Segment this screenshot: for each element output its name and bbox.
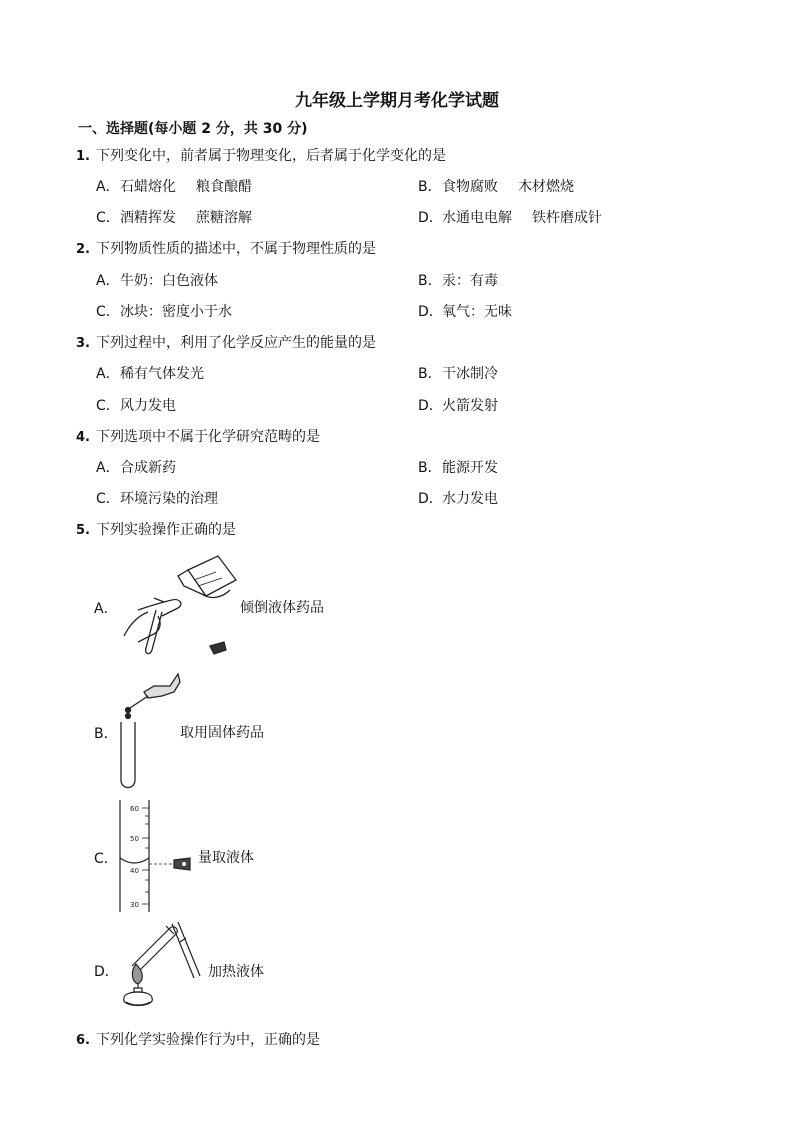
- pouring-liquid-illustration: [118, 550, 238, 660]
- question-5: [76, 519, 236, 539]
- q4-option-a[interactable]: A．合成新药: [96, 460, 176, 476]
- question-3: [76, 332, 376, 352]
- question-1: [76, 145, 446, 165]
- question-stem: 下列实验操作正确的是: [95, 522, 236, 538]
- q2-option-d[interactable]: D．氧气：无味: [418, 304, 512, 320]
- question-stem: 下列过程中，利用了化学反应产生的能量的是: [95, 335, 376, 351]
- q5-option-d-text: 加热液体: [208, 964, 264, 980]
- q2-option-c[interactable]: C．冰块：密度小于水: [96, 304, 232, 320]
- cylinder-tick-60: 60: [130, 805, 139, 813]
- q5-option-b-label[interactable]: B．: [94, 726, 118, 742]
- question-stem: 下列变化中，前者属于物理变化，后者属于化学变化的是: [95, 148, 446, 164]
- q3-option-c[interactable]: C．风力发电: [96, 398, 176, 414]
- q4-option-c[interactable]: C．环境污染的治理: [96, 491, 218, 507]
- page-title: 九年级上学期月考化学试题: [295, 91, 499, 111]
- question-number: 4.: [76, 430, 90, 445]
- measuring-cylinder-illustration: [118, 798, 208, 914]
- question-stem: 下列选项中不属于化学研究范畴的是: [95, 429, 320, 445]
- section-heading: 一、选择题(每小题 2 分，共 30 分): [78, 121, 308, 137]
- q5-option-c-text: 量取液体: [198, 850, 254, 866]
- q5-option-b-text: 取用固体药品: [180, 725, 264, 741]
- q1-option-a[interactable]: A．石蜡熔化 粮食酿醋: [96, 179, 252, 195]
- q4-option-d[interactable]: D．水力发电: [418, 491, 498, 507]
- question-number: 2.: [76, 242, 90, 257]
- question-number: 5.: [76, 523, 90, 538]
- q5-option-c-label[interactable]: C．: [94, 851, 118, 867]
- q5-option-a-label[interactable]: A．: [94, 601, 118, 617]
- q2-option-b[interactable]: B．汞：有毒: [418, 273, 498, 289]
- question-number: 3.: [76, 336, 90, 351]
- cylinder-tick-40: 40: [130, 867, 139, 875]
- question-number: 6.: [76, 1033, 90, 1048]
- cylinder-tick-50: 50: [130, 835, 139, 843]
- q4-option-b[interactable]: B．能源开发: [418, 460, 498, 476]
- q3-option-b[interactable]: B．干冰制冷: [418, 366, 498, 382]
- q1-option-d[interactable]: D．水通电电解 铁杵磨成针: [418, 210, 602, 226]
- q5-option-d-label[interactable]: D．: [94, 964, 119, 980]
- q1-option-b[interactable]: B．食物腐败 木材燃烧: [418, 179, 574, 195]
- q3-option-d[interactable]: D．火箭发射: [418, 398, 498, 414]
- question-4: [76, 426, 320, 446]
- question-6: [76, 1029, 320, 1049]
- question-stem: 下列化学实验操作行为中，正确的是: [95, 1032, 320, 1048]
- cylinder-tick-30: 30: [130, 901, 139, 909]
- q1-option-c[interactable]: C．酒精挥发 蔗糖溶解: [96, 210, 252, 226]
- q2-option-a[interactable]: A．牛奶：白色液体: [96, 273, 218, 289]
- q5-option-a-text: 倾倒液体药品: [240, 600, 324, 616]
- heating-liquid-illustration: [116, 920, 206, 1020]
- q3-option-a[interactable]: A．稀有气体发光: [96, 366, 204, 382]
- question-stem: 下列物质性质的描述中，不属于物理性质的是: [95, 241, 376, 257]
- solid-medicine-illustration: [118, 672, 188, 792]
- question-2: [76, 238, 376, 258]
- question-number: 1.: [76, 149, 90, 164]
